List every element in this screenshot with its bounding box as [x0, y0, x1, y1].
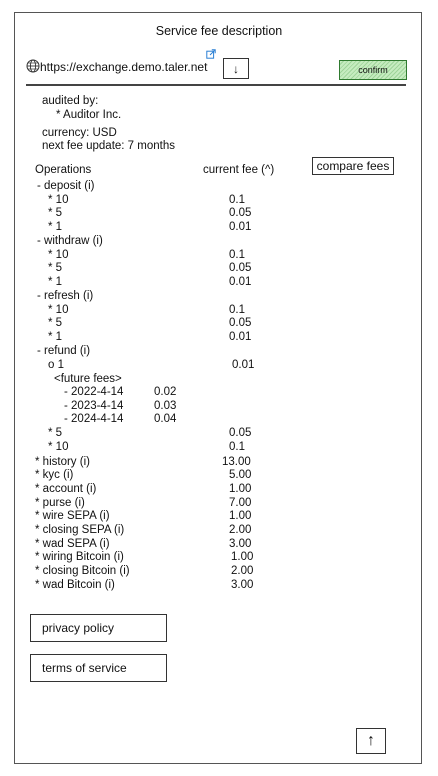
terms-of-service-button[interactable]: terms of service [30, 654, 167, 682]
page-title: Service fee description [155, 24, 283, 38]
fee-row-value: 0.05 [229, 427, 252, 439]
op-kyc[interactable]: * kyc (i) [35, 469, 74, 481]
arrow-down-icon: ↓ [233, 61, 239, 76]
fee-row-value: 3.00 [231, 579, 254, 591]
fee-row-value: 1.00 [229, 510, 252, 522]
fee-row-value: 0.01 [229, 276, 252, 288]
fee-row-label: * 1 [48, 276, 63, 288]
op-history[interactable]: * history (i) [35, 456, 90, 468]
exchange-url-link[interactable]: https://exchange.demo.taler.net [40, 60, 208, 74]
fee-row-label: * 1 [48, 331, 63, 343]
fee-row-value: 0.01 [232, 359, 255, 371]
fee-row-value: 5.00 [229, 469, 252, 481]
confirm-button[interactable]: confirm [339, 60, 407, 80]
fee-row-label: * 1 [48, 221, 63, 233]
fee-row-label: * 10 [48, 441, 69, 453]
future-fee-value: 0.03 [154, 400, 177, 412]
external-link-icon[interactable] [206, 49, 216, 59]
fee-row-label[interactable]: o 1 [48, 359, 64, 371]
fee-row-value: 0.1 [229, 194, 245, 206]
divider [26, 84, 406, 86]
fee-row-value: 0.01 [229, 221, 252, 233]
fee-row-value: 0.05 [229, 207, 252, 219]
fee-row-label: * 10 [48, 304, 69, 316]
fee-row-label: * 10 [48, 249, 69, 261]
operations-header: Operations [35, 164, 92, 176]
globe-icon [26, 59, 40, 73]
current-fee-header[interactable]: current fee (^) [203, 164, 275, 176]
op-wad-bitcoin[interactable]: * wad Bitcoin (i) [35, 579, 115, 591]
fee-row-label: * 10 [48, 194, 69, 206]
fee-row-value: 1.00 [231, 551, 254, 563]
fee-row-value: 0.1 [229, 249, 245, 261]
fee-row-value: 0.01 [229, 331, 252, 343]
fee-row-value: 0.05 [229, 262, 252, 274]
audited-by-label: audited by: [42, 95, 99, 107]
future-fee-date: - 2024-4-14 [64, 413, 124, 425]
arrow-up-icon: ↑ [367, 732, 375, 749]
fee-row-value: 3.00 [229, 538, 252, 550]
privacy-policy-button[interactable]: privacy policy [30, 614, 167, 642]
fee-row-value: 0.1 [229, 304, 245, 316]
fee-row-value: 2.00 [231, 565, 254, 577]
scroll-top-button[interactable] [356, 728, 386, 754]
fee-row-value: 7.00 [229, 497, 252, 509]
fee-row-value: 1.00 [229, 483, 252, 495]
op-account[interactable]: * account (i) [35, 483, 97, 495]
op-deposit[interactable]: - deposit (i) [37, 180, 95, 192]
fee-row-label: * 5 [48, 317, 63, 329]
future-fee-value: 0.04 [154, 413, 177, 425]
op-wad-sepa[interactable]: * wad SEPA (i) [35, 538, 110, 550]
fee-row-value: 0.05 [229, 317, 252, 329]
future-fee-date: - 2023-4-14 [64, 400, 124, 412]
fee-row-value: 0.1 [229, 441, 245, 453]
fee-row-label: * 5 [48, 427, 63, 439]
compare-fees-button[interactable]: compare fees [312, 157, 394, 175]
fee-row-value: 2.00 [229, 524, 252, 536]
op-refresh[interactable]: - refresh (i) [37, 290, 94, 302]
currency-label: currency: USD [42, 127, 117, 139]
fee-row-label: * 5 [48, 207, 63, 219]
fee-row-value: 13.00 [222, 456, 251, 468]
future-fees-label: <future fees> [54, 373, 122, 385]
op-wiring-bitcoin[interactable]: * wiring Bitcoin (i) [35, 551, 124, 563]
op-withdraw[interactable]: - withdraw (i) [37, 235, 103, 247]
op-wire-sepa[interactable]: * wire SEPA (i) [35, 510, 110, 522]
future-fee-date: - 2022-4-14 [64, 386, 124, 398]
fee-row-label: * 5 [48, 262, 63, 274]
op-refund[interactable]: - refund (i) [37, 345, 91, 357]
future-fee-value: 0.02 [154, 386, 177, 398]
auditor-name: * Auditor Inc. [56, 109, 122, 121]
op-purse[interactable]: * purse (i) [35, 497, 85, 509]
op-closing-bitcoin[interactable]: * closing Bitcoin (i) [35, 565, 130, 577]
op-closing-sepa[interactable]: * closing SEPA (i) [35, 524, 125, 536]
exchange-select-button[interactable] [223, 58, 249, 79]
next-fee-update: next fee update: 7 months [42, 140, 175, 152]
